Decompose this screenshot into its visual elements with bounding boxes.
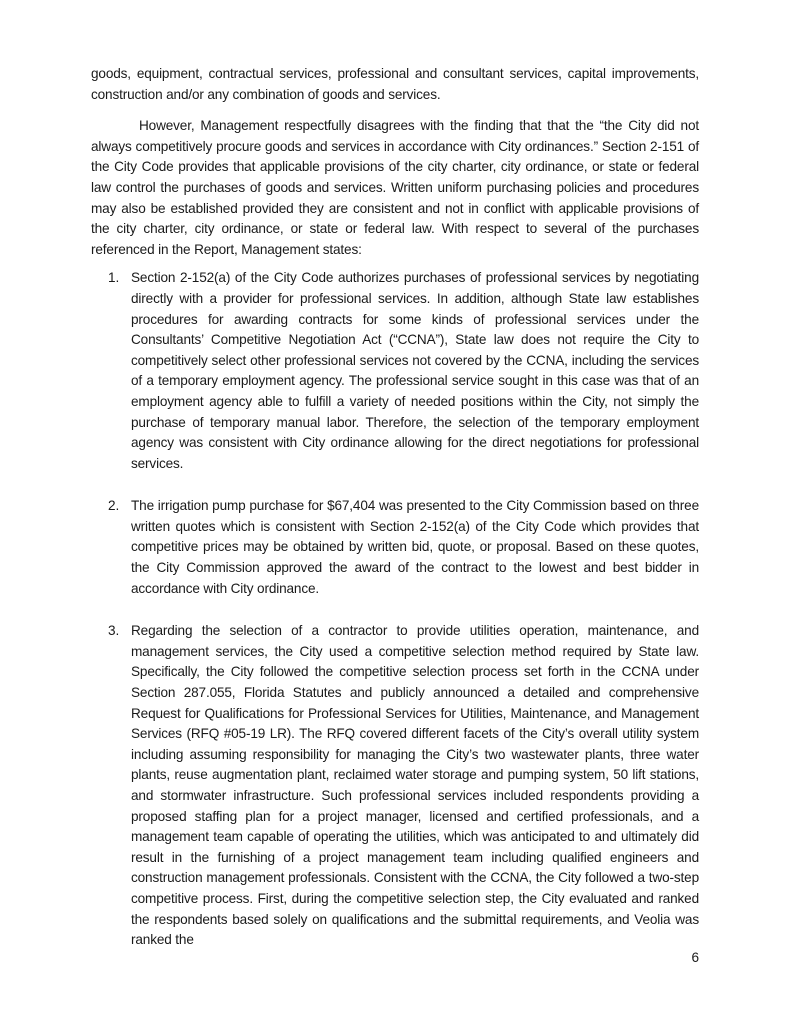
list-item-number: 3. <box>108 623 120 639</box>
list-item-text: Section 2-152(a) of the City Code authorizes purchases of professional services by negotiating directly with a provider for professional services. In addition, although State law establishes procedures for awarding contracts for some kinds of professional services under the Consultants’ Competitive Negotiation Act (“CCNA”), State law does not require the City to competitively select other professional services not covered by the CCNA, including the services of a temporary employment agency. The professional service sought in this case was that of an employment agency able to fulfill a variety of needed positions within the City, not simply the purchase of temporary manual labor. Therefore, the selection of the temporary employment agency was consistent with City ordinance allowing for the direct negotiations for professional services. <box>131 270 699 471</box>
opening-paragraph: goods, equipment, contractual services, professional and consultant services, capital improvements, construction and/or any combination of goods and services. <box>91 66 699 102</box>
list-item-number: 2. <box>108 498 120 514</box>
list-item-number: 1. <box>108 270 120 286</box>
list-item <box>91 496 699 599</box>
page-number: 6 <box>691 950 699 965</box>
document-page <box>91 64 699 973</box>
response-list <box>91 268 699 950</box>
list-item-text: The irrigation pump purchase for $67,404 was presented to the City Commission based on three written quotes which is consistent with Section 2-152(a) of the City Code which provides that competitive prices may be obtained by written bid, quote, or proposal. Based on these quotes, the City Commission approved the award of the contract to the lowest and best bidder in accordance with City ordinance. <box>131 498 699 596</box>
list-item <box>91 621 699 951</box>
list-item-text: Regarding the selection of a contractor to provide utilities operation, maintenance, and management services, the City used a competitive selection method required by State law. Specifically, the City followed the competitive selection process set forth in the CCNA under Section 287.055, Florida Statutes and publicly announced a detailed and comprehensive Request for Qualifications for Professional Services for Utilities, Maintenance, and Management Services (RFQ #05-19 LR). The RFQ covered different facets of the City’s overall utility system including assuming responsibility for managing the City’s two wastewater plants, three water plants, reuse augmentation plant, reclaimed water storage and pumping system, 50 lift stations, and stormwater infrastructure. Such professional services included respondents providing a proposed staffing plan for a project manager, licensed and certified professionals, and a management team capable of operating the utilities, which was anticipated to and ultimately did result in the furnishing of a project management team including qualified engineers and construction management professionals. Consistent with the CCNA, the City followed a two-step competitive process. First, during the competitive selection step, the City evaluated and ranked the respondents based solely on qualifications and the submittal requirements, and Veolia was ranked the <box>131 623 699 948</box>
list-item <box>91 268 699 474</box>
management-response-paragraph: However, Management respectfully disagrees with the finding that that the “the City did not always competitively procure goods and services in accordance with City ordinances.” Section 2-151 of the City Code provides that applicable provisions of the city charter, city ordinance, or state or federal law control the purchases of goods and services. Written uniform purchasing policies and procedures may also be established provided they are consistent and not in conflict with applicable provisions of the city charter, city ordinance, or state or federal law. With respect to several of the purchases referenced in the Report, Management states: <box>91 118 699 257</box>
